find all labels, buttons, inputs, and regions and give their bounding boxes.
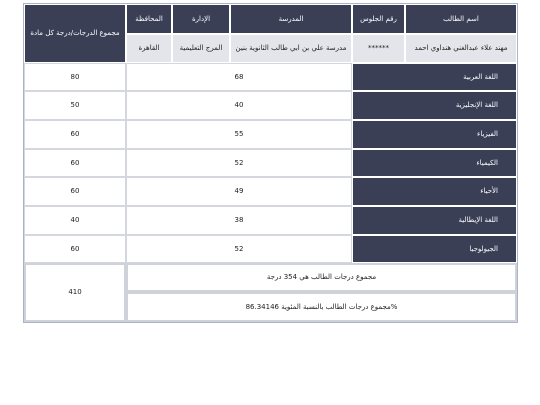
header-school: المدرسة [230,4,352,34]
student-governorate: القاهرة [126,34,172,63]
header-governorate: المحافظة [126,4,172,34]
subject-name: الأحياء [352,177,517,206]
subject-max: 80 [24,63,126,91]
header-total-per-subject: مجموع الدرجات/درجة كل مادة [24,4,126,63]
summary-total-text: مجموع درجات الطالب هي 354 درجة [126,263,517,292]
summary-total-max: 410 [24,263,126,322]
subject-score: 38 [126,206,352,235]
student-school: مدرسة علي بن ابي طالب الثانوية بنين [230,34,352,63]
subject-name: اللغة الإنجليزية [352,91,517,120]
subject-max: 40 [24,206,126,235]
subject-score: 68 [126,63,352,91]
subject-score: 40 [126,91,352,120]
student-seat-number: ****** [352,34,405,63]
subject-score: 55 [126,120,352,149]
subject-name: الكيمياء [352,149,517,177]
subject-name: اللغة العربية [352,63,517,91]
subject-max: 60 [24,120,126,149]
subject-name: الفيزياء [352,120,517,149]
header-seat-number: رقم الجلوس [352,4,405,34]
results-table [23,3,518,323]
subject-max: 50 [24,91,126,120]
header-administration: الإدارة [172,4,230,34]
subject-name: اللغة الإيطالية [352,206,517,235]
subject-score: 52 [126,149,352,177]
student-name: مهند علاء عبدالغني هنداوي احمد [405,34,517,63]
subject-max: 60 [24,177,126,206]
subject-name: الجيولوجيا [352,235,517,263]
header-student-name: اسم الطالب [405,4,517,34]
student-administration: المرج التعليمية [172,34,230,63]
subject-max: 60 [24,149,126,177]
summary-percent-text: مجموع درجات الطالب بالنسبة المئوية 86.34146% [126,292,517,322]
subject-score: 52 [126,235,352,263]
subject-max: 60 [24,235,126,263]
subject-score: 49 [126,177,352,206]
